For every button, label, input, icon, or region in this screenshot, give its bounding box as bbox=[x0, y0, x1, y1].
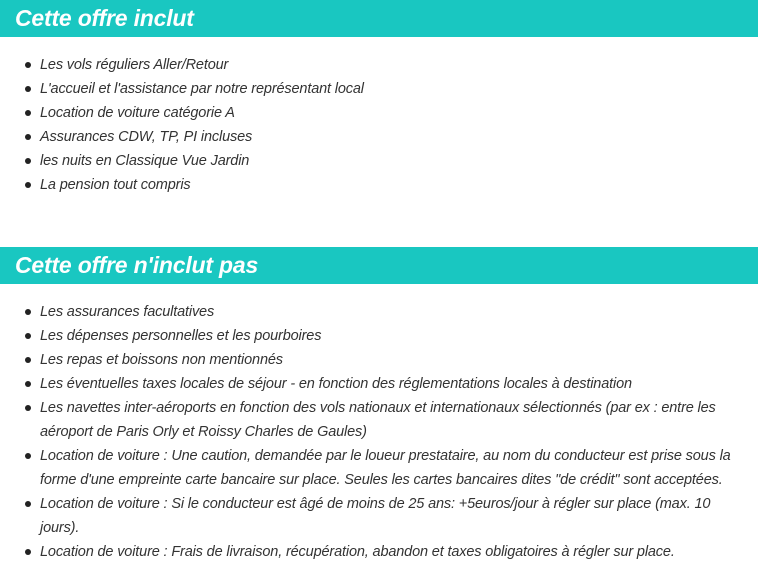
list-item bbox=[0, 149, 758, 173]
excluded-items-list bbox=[0, 300, 758, 564]
excluded-item-text: Les dépenses personnelles et les pourboires bbox=[40, 328, 322, 344]
included-item-text: La pension tout compris bbox=[40, 177, 191, 193]
bullet-icon bbox=[25, 549, 31, 555]
list-item bbox=[0, 540, 758, 564]
bullet-icon bbox=[25, 86, 31, 92]
bullet-icon bbox=[25, 357, 31, 363]
list-item bbox=[0, 372, 758, 396]
excluded-item-text: Les navettes inter-aéroports en fonction des vols nationaux et internationaux sélectionnés (par ex : entre les aéroport de Paris Orly et Roissy Charles de Gaules) bbox=[40, 400, 716, 440]
list-item bbox=[0, 77, 758, 101]
excluded-section-title: Cette offre n'inclut pas bbox=[0, 247, 758, 284]
bullet-icon bbox=[25, 381, 31, 387]
list-item bbox=[0, 101, 758, 125]
bullet-icon bbox=[25, 182, 31, 188]
bullet-icon bbox=[25, 453, 31, 459]
excluded-item-text: Location de voiture : Si le conducteur est âgé de moins de 25 ans: +5euros/jour à régler sur place (max. 10 jours). bbox=[40, 496, 711, 536]
list-item bbox=[0, 125, 758, 149]
bullet-icon bbox=[25, 309, 31, 315]
included-items-list bbox=[0, 53, 758, 197]
list-item bbox=[0, 348, 758, 372]
list-item bbox=[0, 300, 758, 324]
bullet-icon bbox=[25, 62, 31, 68]
bullet-icon bbox=[25, 501, 31, 507]
list-item bbox=[0, 396, 758, 444]
excluded-item-text: Les éventuelles taxes locales de séjour - en fonction des réglementations locales à destination bbox=[40, 376, 632, 392]
bullet-icon bbox=[25, 333, 31, 339]
included-item-text: Location de voiture catégorie A bbox=[40, 105, 235, 121]
included-item-text: Les vols réguliers Aller/Retour bbox=[40, 57, 229, 73]
list-item bbox=[0, 53, 758, 77]
list-item bbox=[0, 444, 758, 492]
bullet-icon bbox=[25, 158, 31, 164]
excluded-item-text: Les assurances facultatives bbox=[40, 304, 215, 320]
bullet-icon bbox=[25, 110, 31, 116]
included-section-title: Cette offre inclut bbox=[0, 0, 758, 37]
excluded-item-text: Location de voiture : Une caution, demandée par le loueur prestataire, au nom du conducteur est prise sous la forme d'une empreinte carte bancaire sur place. Seules les cartes bancaires dites "de crédit" sont acceptées. bbox=[40, 448, 731, 488]
bullet-icon bbox=[25, 405, 31, 411]
bullet-icon bbox=[25, 134, 31, 140]
excluded-item-text: Location de voiture : Frais de livraison, récupération, abandon et taxes obligatoires à régler sur place. bbox=[40, 544, 675, 560]
included-item-text: les nuits en Classique Vue Jardin bbox=[40, 153, 250, 169]
list-item bbox=[0, 173, 758, 197]
list-item bbox=[0, 324, 758, 348]
included-item-text: Assurances CDW, TP, PI incluses bbox=[40, 129, 253, 145]
included-item-text: L'accueil et l'assistance par notre représentant local bbox=[40, 81, 364, 97]
excluded-item-text: Les repas et boissons non mentionnés bbox=[40, 352, 283, 368]
list-item bbox=[0, 492, 758, 540]
